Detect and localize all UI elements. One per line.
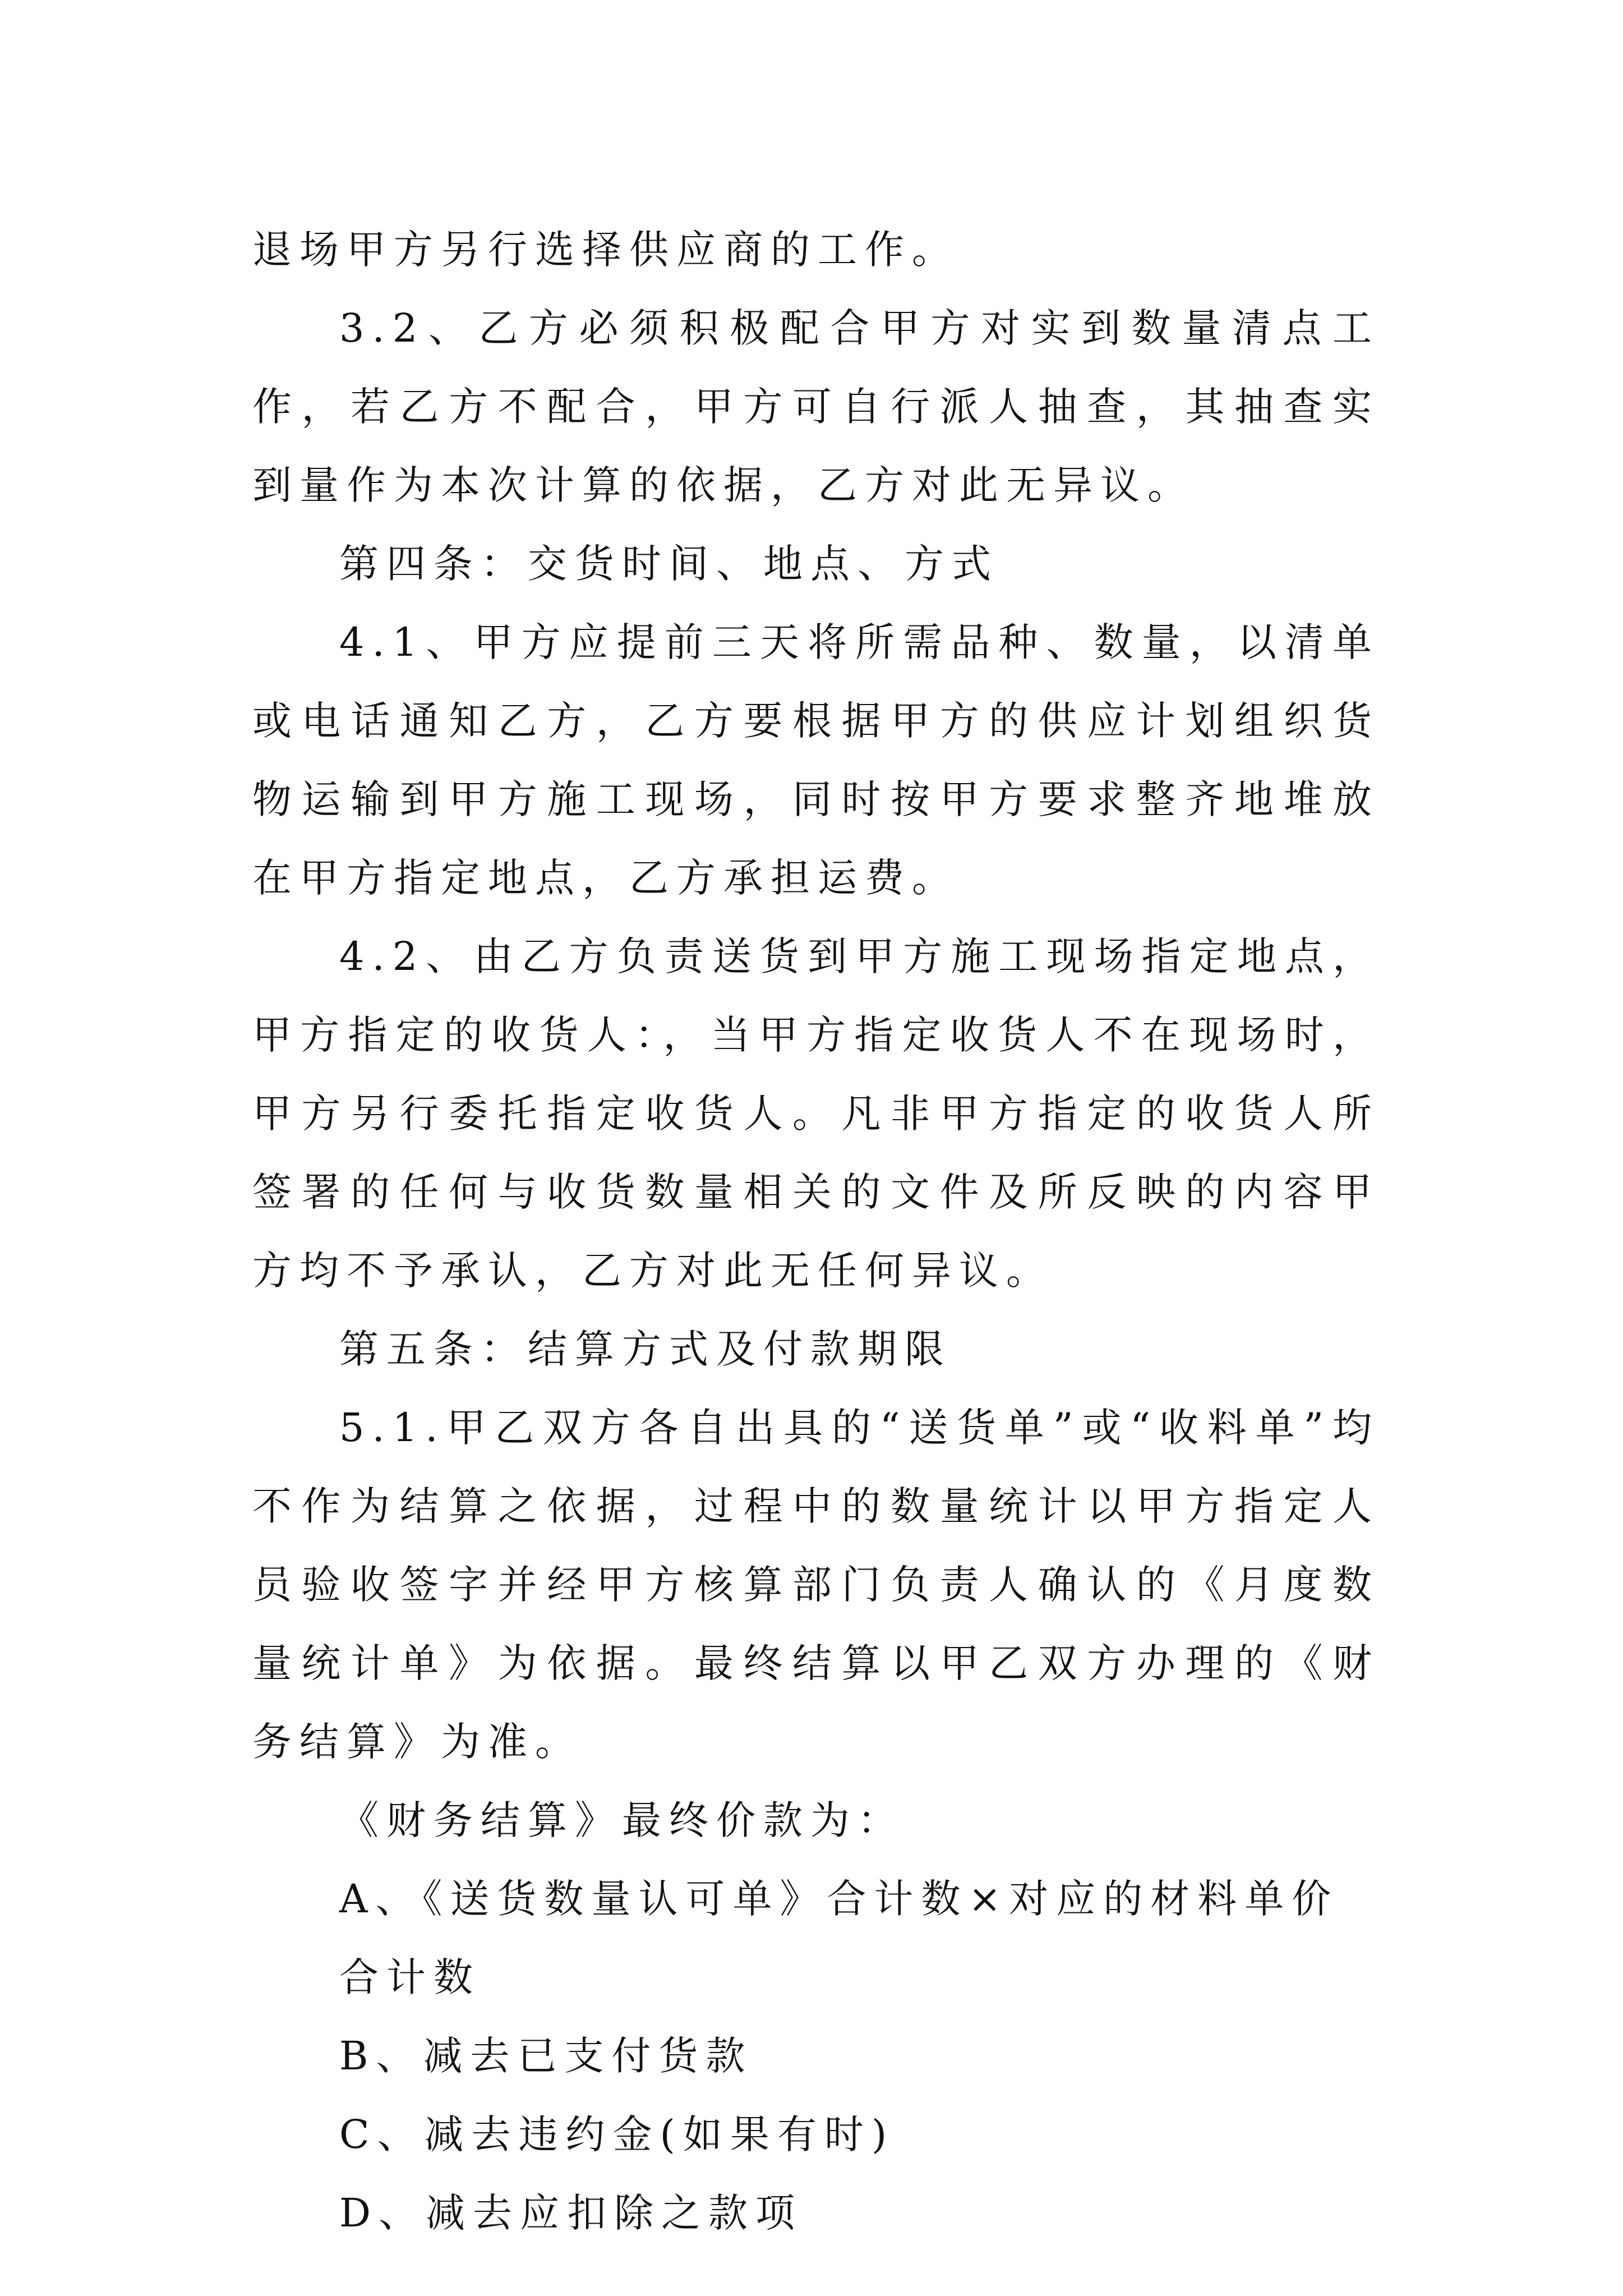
paragraph-final-price: 《财务结算》最终价款为： [339,1797,905,1843]
list-item-d: D、减去应扣除之款项 [339,2190,803,2236]
section-heading-article-5: 第五条：结算方式及付款期限 [339,1326,952,1372]
list-item-c: C、减去违约金(如果有时) [339,2111,895,2157]
list-item-b: B、减去已支付货款 [339,2033,753,2079]
section-heading-article-4: 第四条：交货时间、地点、方式 [339,541,999,587]
paragraph-clause-4-1: 4.1、甲方应提前三天将所需品种、数量，以清单或电话通知乙方，乙方要根据甲方的供应计划组织货物运输到甲方施工现场，同时按甲方要求整齐地堆放在甲方指定地点，乙方承担运费。 [252,619,1380,901]
document-body [252,210,1380,2252]
paragraph-clause-4-2: 4.2、由乙方负责送货到甲方施工现场指定地点，甲方指定的收货人：，当甲方指定收货人不在现场时，甲方另行委托指定收货人。凡非甲方指定的收货人所签署的任何与收货数量相关的文件及所反映的内容甲方均不予承认，乙方对此无任何异议。 [252,933,1380,1294]
list-item-a: A、《送货数量认可单》合计数×对应的材料单价合计数 [339,1876,1339,2000]
paragraph-continuation: 退场甲方另行选择供应商的工作。 [252,227,959,273]
paragraph-clause-3-2: 3.2、乙方必须积极配合甲方对实到数量清点工作，若乙方不配合，甲方可自行派人抽查，其抽查实到量作为本次计算的依据，乙方对此无异议。 [252,305,1380,508]
paragraph-clause-5-1: 5.1.甲乙双方各自出具的“送货单”或“收料单”均不作为结算之依据，过程中的数量统计以甲方指定人员验收签字并经甲方核算部门负责人确认的《月度数量统计单》为依据。最终结算以甲乙双方办理的《财务结算》为准。 [252,1405,1380,1765]
